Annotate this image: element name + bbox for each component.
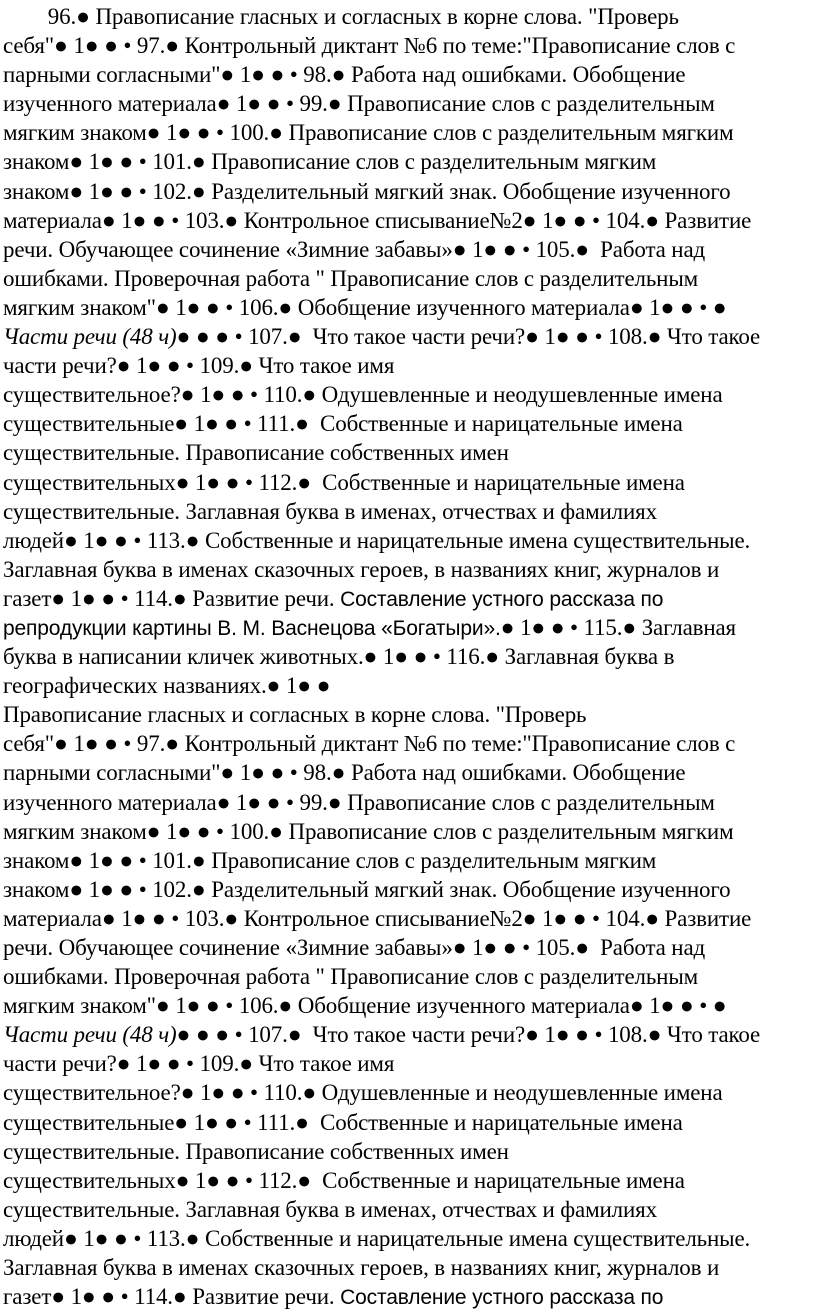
text-line: речи. Обучающее сочинение «Зимние забавы»● 1● ● • 105.● Работа над (3, 935, 706, 960)
text-line: географических названиях.● 1● ● (3, 673, 331, 699)
text-line: существительное?● 1● ● • 110.● Одушевленные и неодушевленные имена (3, 382, 723, 408)
text-line: мягким знаком"● 1● ● • 106.● Обобщение изученного материала● 1● ● • ● (3, 294, 727, 320)
text-line: газет● 1● ● • 114.● Развитие речи. Составление устного рассказа по (3, 585, 664, 611)
text-line: репродукции картины В. М. Васнецова «Богатыри».● 1● ● • 115.● Заглавная (3, 614, 736, 640)
section-heading: Части речи (48 ч) (3, 1022, 177, 1048)
text-line: людей● 1● ● • 113.● Собственные и нарицательные имена существительные. (3, 1225, 751, 1251)
text-line: знаком● 1● ● • 102.● Разделительный мягкий знак. Обобщение изученного (3, 876, 731, 902)
text-block-second (3, 700, 815, 1311)
text-line: части речи?● 1● ● • 109.● Что такое имя (3, 353, 395, 379)
text-line: существительные● 1● ● • 111.● Собственные и нарицательные имена (3, 1109, 683, 1135)
text-line: газет● 1● ● • 114.● Развитие речи. Составление устного рассказа по (3, 1284, 664, 1310)
section-heading: Части речи (48 ч) (3, 324, 177, 350)
text-line: знаком● 1● ● • 101.● Правописание слов с разделительным мягким (3, 149, 657, 175)
text-line: ошибками. Проверочная работа " Правописание слов с разделительным (3, 964, 699, 990)
text-line: себя"● 1● ● • 97.● Контрольный диктант №6 по теме:"Правописание слов с (3, 731, 736, 757)
text-block-first (3, 2, 815, 700)
text-line: изученного материала● 1● ● • 99.● Правописание слов с разделительным (3, 91, 715, 117)
text-line: знаком● 1● ● • 101.● Правописание слов с разделительным мягким (3, 847, 657, 873)
text-line: речи. Обучающее сочинение «Зимние забавы»● 1● ● • 105.● Работа над (3, 236, 706, 262)
text-line: существительных● 1● ● • 112.● Собственные и нарицательные имена (3, 469, 685, 495)
text-line: Части речи (48 ч)● ● ● • 107.● Что такое части речи?● 1● ● • 108.● Что такое (3, 324, 761, 350)
text-line: Заглавная буква в именах сказочных героев, в названиях книг, журналов и (3, 556, 720, 582)
text-line: парными согласными"● 1● ● • 98.● Работа над ошибками. Обобщение (3, 62, 686, 88)
text-line: материала● 1● ● • 103.● Контрольное списывание№2● 1● ● • 104.● Развитие (3, 905, 752, 931)
text-line: существительные● 1● ● • 111.● Собственные и нарицательные имена (3, 411, 683, 437)
text-line: 96.● Правописание гласных и согласных в корне слова. "Проверь (3, 4, 679, 29)
text-line: мягким знаком● 1● ● • 100.● Правописание слов с разделительным мягким (3, 818, 734, 844)
text-line: знаком● 1● ● • 102.● Разделительный мягкий знак. Обобщение изученного (3, 178, 731, 204)
text-line: людей● 1● ● • 113.● Собственные и нарицательные имена существительные. (3, 527, 751, 553)
text-line: парными согласными"● 1● ● • 98.● Работа над ошибками. Обобщение (3, 760, 686, 786)
text-line: Части речи (48 ч)● ● ● • 107.● Что такое части речи?● 1● ● • 108.● Что такое (3, 1022, 761, 1048)
text-line: существительные. Заглавная буква в именах, отчествах и фамилиях (3, 1196, 657, 1222)
text-line: Заглавная буква в именах сказочных героев, в названиях книг, журналов и (3, 1255, 720, 1281)
text-line: существительное?● 1● ● • 110.● Одушевленные и неодушевленные имена (3, 1080, 723, 1106)
text-line: части речи?● 1● ● • 109.● Что такое имя (3, 1051, 395, 1077)
text-line: существительных● 1● ● • 112.● Собственные и нарицательные имена (3, 1167, 685, 1193)
text-line: мягким знаком"● 1● ● • 106.● Обобщение изученного материала● 1● ● • ● (3, 993, 727, 1019)
text-line: Правописание гласных и согласных в корне слова. "Проверь (3, 702, 587, 728)
text-line: существительные. Правописание собственных имен (3, 440, 509, 466)
text-line: существительные. Заглавная буква в именах, отчествах и фамилиях (3, 498, 657, 524)
text-line: буква в написании кличек животных.● 1● ● • 116.● Заглавная буква в (3, 644, 675, 670)
text-line: мягким знаком● 1● ● • 100.● Правописание слов с разделительным мягким (3, 120, 734, 146)
text-line: ошибками. Проверочная работа " Правописание слов с разделительным (3, 265, 699, 291)
text-line: материала● 1● ● • 103.● Контрольное списывание№2● 1● ● • 104.● Развитие (3, 207, 752, 233)
text-line: существительные. Правописание собственных имен (3, 1138, 509, 1164)
text-line: изученного материала● 1● ● • 99.● Правописание слов с разделительным (3, 789, 715, 815)
text-line: себя"● 1● ● • 97.● Контрольный диктант №6 по теме:"Правописание слов с (3, 33, 736, 59)
document-text (3, 2, 815, 1311)
